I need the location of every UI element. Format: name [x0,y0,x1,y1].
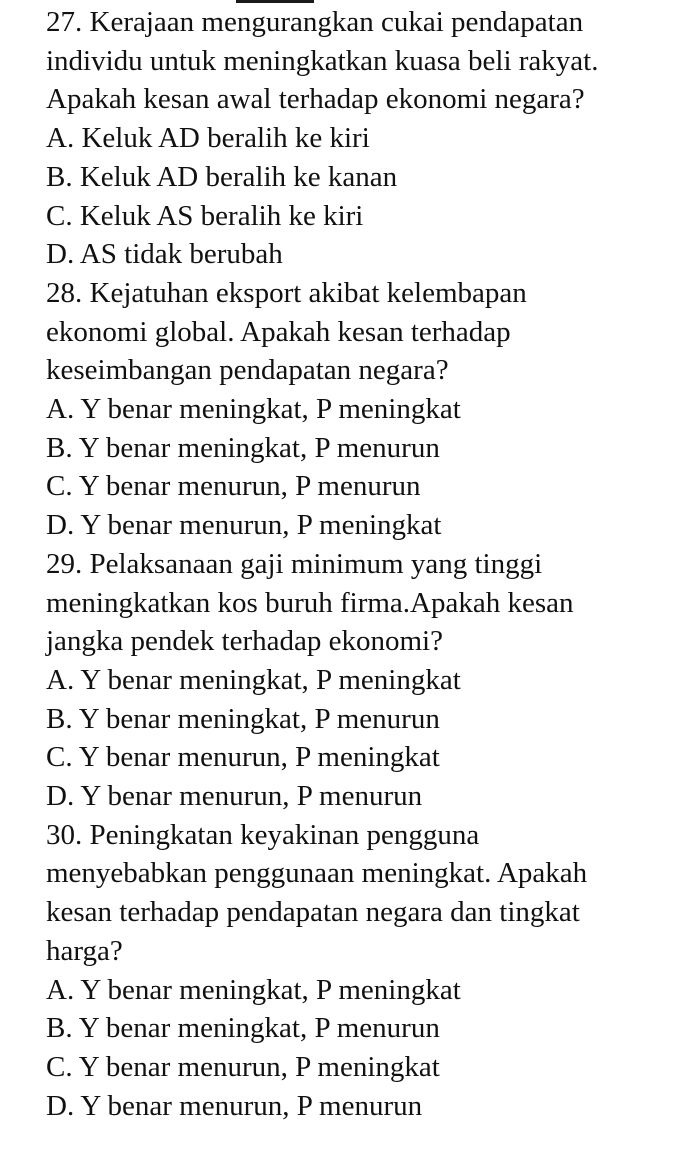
option-c[interactable]: C. Y benar menurun, P meningkat [46,741,440,774]
question-text-line: menyebabkan penggunaan meningkat. Apakah [46,857,588,890]
question-text-line: 30. Peningkatan keyakinan pengguna [46,818,480,851]
option-b[interactable]: B. Y benar meningkat, P menurun [46,1012,440,1045]
option-c[interactable]: C. Keluk AS beralih ke kiri [46,199,364,232]
question-text-line: jangka pendek terhadap ekonomi? [46,625,443,658]
option-b[interactable]: B. Keluk AD beralih ke kanan [46,160,398,193]
question-text-line: 29. Pelaksanaan gaji minimum yang tinggi [46,547,543,580]
question-text-line: individu untuk meningkatkan kuasa beli rakyat. [46,44,599,77]
question-list [46,3,692,1125]
option-a[interactable]: A. Keluk AD beralih ke kiri [46,122,370,155]
option-a[interactable]: A. Y benar meningkat, P meningkat [46,973,461,1006]
option-d[interactable]: D. AS tidak berubah [46,238,283,271]
option-c[interactable]: C. Y benar menurun, P meningkat [46,1050,440,1083]
option-a[interactable]: A. Y benar meningkat, P meningkat [46,393,461,426]
option-d[interactable]: D. Y benar menurun, P menurun [46,780,423,813]
question-text-line: keseimbangan pendapatan negara? [46,354,449,387]
question-text-line: Apakah kesan awal terhadap ekonomi negara? [46,83,585,116]
option-d[interactable]: D. Y benar menurun, P menurun [46,1089,423,1122]
option-b[interactable]: B. Y benar meningkat, P menurun [46,702,440,735]
option-d[interactable]: D. Y benar menurun, P meningkat [46,509,442,542]
question-text-line: 27. Kerajaan mengurangkan cukai pendapatan [46,6,584,38]
option-c[interactable]: C. Y benar menurun, P menurun [46,470,421,503]
question-text-line: meningkatkan kos buruh firma.Apakah kesan [46,586,574,619]
question-text-line: harga? [46,934,123,967]
question-29 [46,545,692,816]
question-27 [46,3,692,274]
option-b[interactable]: B. Y benar meningkat, P menurun [46,431,440,464]
question-text-line: kesan terhadap pendapatan negara dan tingkat [46,896,580,929]
option-a[interactable]: A. Y benar meningkat, P meningkat [46,663,461,696]
question-text-line: ekonomi global. Apakah kesan terhadap [46,315,511,348]
question-text-line: 28. Kejatuhan eksport akibat kelembapan [46,276,527,309]
question-30 [46,816,692,1126]
question-28 [46,274,692,545]
